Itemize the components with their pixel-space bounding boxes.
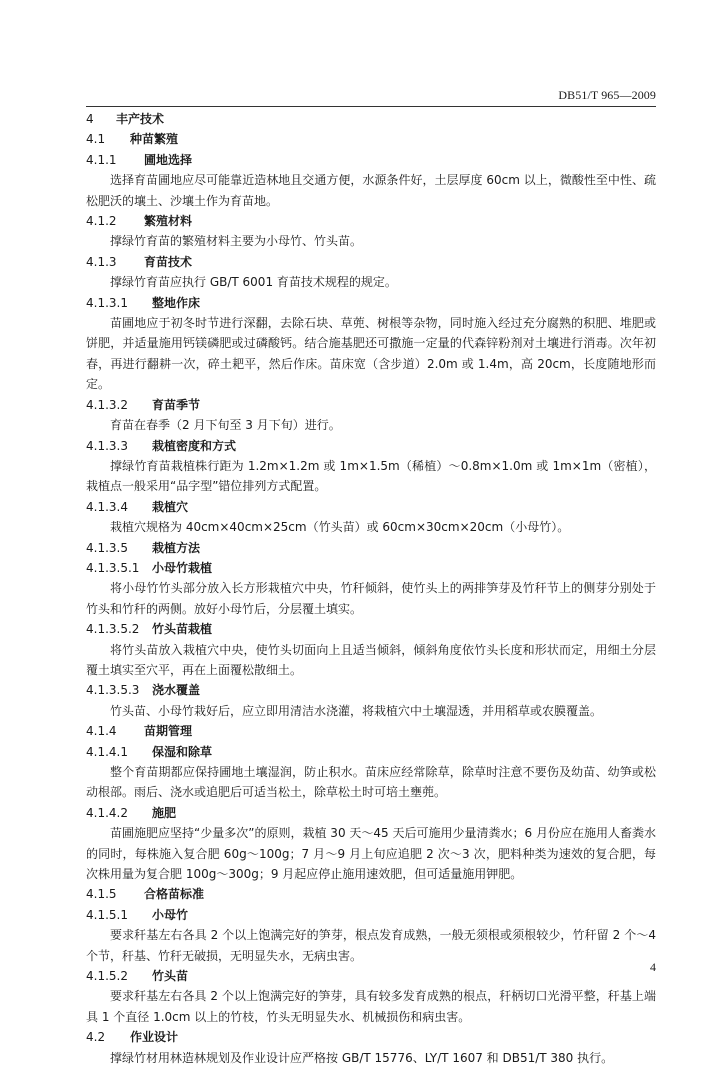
paragraph: 竹头苗、小母竹栽好后，应立即用清洁水浇灌，将栽植穴中土壤湿透，并用稻草或农膜覆盖。 xyxy=(110,703,603,718)
section-title: 保湿和除草 xyxy=(152,744,213,759)
page-number: 4 xyxy=(650,960,656,974)
section-title: 浇水覆盖 xyxy=(152,683,201,698)
paragraph: 将竹头苗放入栽植穴中央，使竹头切面向上且适当倾斜，倾斜角度依竹头长度和形状而定，用细土分层覆土填实至穴平，再在上面覆松散细土。 xyxy=(86,642,656,677)
section-heading xyxy=(86,211,656,231)
section-number: 4.1 xyxy=(86,132,106,147)
section-number: 4.1.3.2 xyxy=(86,397,128,412)
section-number: 4.1.1 xyxy=(86,152,117,167)
section-title: 苗期管理 xyxy=(144,724,193,739)
section-title: 小母竹 xyxy=(152,907,189,922)
section-heading xyxy=(86,109,656,129)
section-title: 栽植方法 xyxy=(152,540,201,555)
paragraph: 苗圃地应于初冬时节进行深翻，去除石块、草蔸、树根等杂物，同时施入经过充分腐熟的积肥、堆肥或饼肥，并适量施用钙镁磷肥或过磷酸钙。结合施基肥还可撒施一定量的代森锌粉剂对土壤进行消毒。次年初春，再进行翻耕一次，碎土耙平，然后作床。苗床宽（含步道）2.0m 或 1.4m，高 20cm，长度随地形而定。 xyxy=(86,316,656,392)
section-heading xyxy=(86,150,656,170)
section-heading xyxy=(86,1027,656,1047)
section-number: 4.1.3.4 xyxy=(86,499,128,514)
section-title: 栽植密度和方式 xyxy=(152,438,237,453)
section-title: 竹头苗栽植 xyxy=(152,622,213,637)
section-heading xyxy=(86,966,656,986)
section-heading xyxy=(86,497,656,517)
section-heading xyxy=(86,884,656,904)
section-number: 4.2 xyxy=(86,1030,106,1045)
section-heading xyxy=(86,619,656,639)
section-title: 小母竹栽植 xyxy=(152,560,213,575)
paragraph: 苗圃施肥应坚持“少量多次”的原则，栽植 30 天～45 天后可施用少量清粪水；6 月份应在施用人畜粪水的同时，每株施入复合肥 60g～100g；7 月～9 月上旬应追肥 2 次～3 次，肥料种类为速效的复合肥，每次株用量为复合肥 100g～300g；9 月起应停止施用速效肥，但可适量施用钾肥。 xyxy=(86,826,656,882)
section-number: 4.1.3.3 xyxy=(86,438,128,453)
section-title: 施肥 xyxy=(152,805,177,820)
section-title: 种苗繁殖 xyxy=(130,132,179,147)
section-title: 育苗技术 xyxy=(144,254,193,269)
section-title: 合格苗标准 xyxy=(144,887,205,902)
section-number: 4.1.3.5.1 xyxy=(86,560,140,575)
section-title: 作业设计 xyxy=(130,1030,179,1045)
section-heading xyxy=(86,742,656,762)
paragraph: 整个育苗期都应保持圃地土壤湿润，防止积水。苗床应经常除草，除草时注意不要伤及幼苗、幼笋或松动根部。雨后、浇水或追肥后可适当松土，除草松土时可培土壅蔸。 xyxy=(86,765,656,800)
paragraph: 选择育苗圃地应尽可能靠近造林地且交通方便，水源条件好，土层厚度 60cm 以上，微酸性至中性、疏松肥沃的壤土、沙壤土作为育苗地。 xyxy=(86,173,656,208)
section-number: 4 xyxy=(86,112,94,126)
section-number: 4.1.4.1 xyxy=(86,744,128,759)
section-number: 4.1.5.2 xyxy=(86,969,128,984)
section-heading xyxy=(86,395,656,415)
section-title: 竹头苗 xyxy=(152,969,189,984)
section-heading xyxy=(86,538,656,558)
section-number: 4.1.3.5.2 xyxy=(86,622,140,637)
paragraph: 要求秆基左右各具 2 个以上饱满完好的笋芽，根点发育成熟，一般无须根或须根较少，竹秆留 2 个～4 个节，秆基、竹秆无破损，无明显失水，无病虫害。 xyxy=(86,928,656,963)
section-title: 栽植穴 xyxy=(152,499,189,514)
section-number: 4.1.3.5 xyxy=(86,540,128,555)
header-divider xyxy=(86,106,656,107)
section-heading xyxy=(86,252,656,272)
section-heading xyxy=(86,721,656,741)
section-number: 4.1.5 xyxy=(86,887,117,902)
section-number: 4.1.3 xyxy=(86,254,117,269)
section-heading xyxy=(86,680,656,700)
paragraph: 撑绿竹材用林造林规划及作业设计应严格按 GB/T 15776、LY/T 1607 和 DB51/T 380 执行。 xyxy=(110,1050,614,1065)
section-number: 4.1.2 xyxy=(86,214,117,229)
section-heading xyxy=(86,129,656,149)
paragraph: 撑绿竹育苗栽植株行距为 1.2m×1.2m 或 1m×1.5m（稀植）～0.8m×1.0m 或 1m×1m（密植），栽植点一般采用“品字型”错位排列方式配置。 xyxy=(86,458,656,494)
paragraph: 育苗在春季（2 月下旬至 3 月下旬）进行。 xyxy=(110,418,341,433)
paragraph: 要求秆基左右各具 2 个以上饱满完好的笋芽，具有较多发育成熟的根点，秆柄切口光滑平整，秆基上端具 1 个直径 1.0cm 以上的竹枝，竹头无明显失水、机械损伤和病虫害。 xyxy=(86,989,656,1024)
section-number: 4.1.4.2 xyxy=(86,805,128,820)
section-number: 4.1.4 xyxy=(86,724,117,739)
section-title: 育苗季节 xyxy=(152,397,201,412)
section-heading xyxy=(86,558,656,578)
section-title: 整地作床 xyxy=(152,295,201,310)
section-heading xyxy=(86,803,656,823)
section-heading xyxy=(86,905,656,925)
section-title: 繁殖材料 xyxy=(144,214,193,229)
section-number: 4.1.5.1 xyxy=(86,907,128,922)
section-number: 4.1.3.5.3 xyxy=(86,683,140,698)
section-heading xyxy=(86,436,656,456)
document-body xyxy=(86,109,656,1068)
paragraph: 栽植穴规格为 40cm×40cm×25cm（竹头苗）或 60cm×30cm×20cm（小母竹）。 xyxy=(110,520,570,535)
document-code: DB51/T 965—2009 xyxy=(558,88,656,102)
paragraph: 将小母竹竹头部分放入长方形栽植穴中央，竹秆倾斜，使竹头上的两排笋芽及竹秆节上的侧芽分别处于竹头和竹秆的两侧。放好小母竹后，分层覆土填实。 xyxy=(86,581,656,616)
section-title: 圃地选择 xyxy=(144,152,193,167)
section-heading xyxy=(86,293,656,313)
section-number: 4.1.3.1 xyxy=(86,295,128,310)
paragraph: 撑绿竹育苗的繁殖材料主要为小母竹、竹头苗。 xyxy=(110,234,363,249)
section-title: 丰产技术 xyxy=(116,112,165,126)
paragraph: 撑绿竹育苗应执行 GB/T 6001 育苗技术规程的规定。 xyxy=(110,275,397,290)
